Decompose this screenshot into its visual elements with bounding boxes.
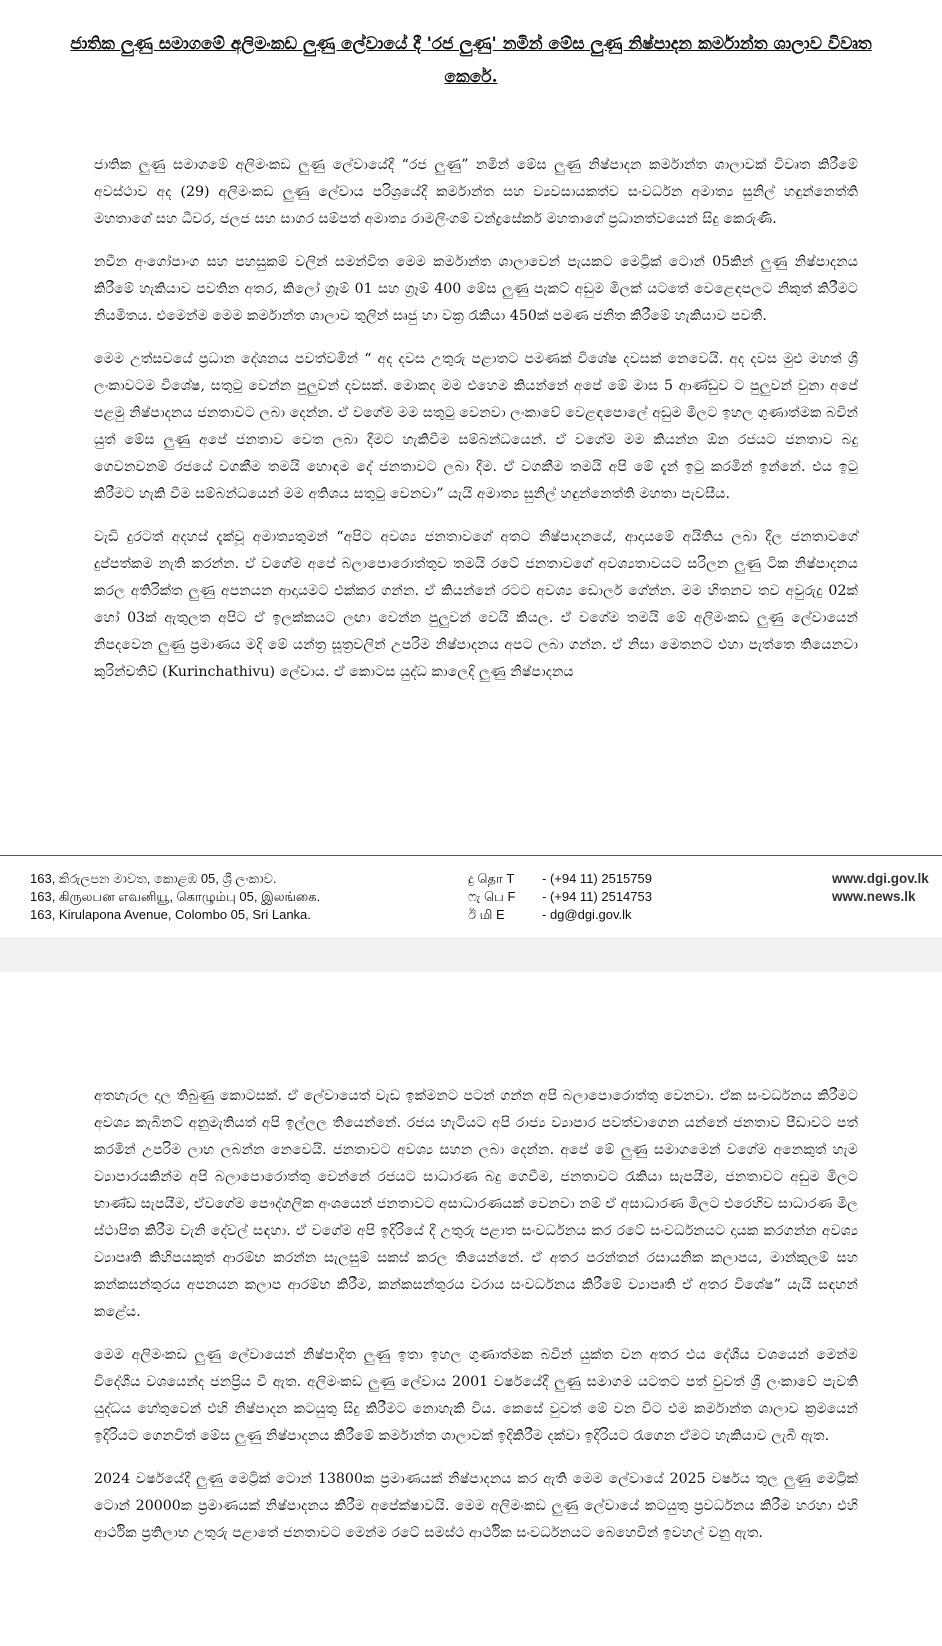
address-english: 163, Kirulapona Avenue, Colombo 05, Sri Lanka.: [30, 907, 311, 922]
paragraph: 2024 වර්ෂයේදී ලුණු මෙට්‍රික් ටොන් 13800ක ප්‍රමාණයක් නිෂ්පාදනය කර ඇති මෙම ලේවායේ 2025 වර්ෂය තුල ලුණු මෙට්‍රික් ටොන් 20000ක ප්‍රමාණයක් නිෂ්පාදනය කිරීම අපේක්ෂාවයි. මෙම අලිමංකඩ ලුණු ලේවායේ කටයුතු ප්‍රවර්ධනය කිරීම හරහා එහි ආර්ථික ප්‍රතිලාභ උතුරු පළාතේ ජනතාවට මෙන්ම රටේ සමස්ථ ආර්ථික සංවර්ධනයට බෙහෙවින් ඉවහල් වනු ඇත.: [94, 1471, 858, 1541]
paragraph: මෙම උත්සවයේ ප්‍රධාන දේශනය පවත්වමින් “ අද දවස උතුරු පළාතට පමණක් විශේෂ දවසක් නෙවෙයි. අද දවස මුළු මහත් ශ්‍රී ලංකාවටම විශේෂ, සතුටු වෙන්න පුලුවන් දවසක්. මොකද මම එහෙම කියන්නේ අපේ මේ මාස 5 ආණ්ඩුව ට පුලුවන් වුනා අපේ පළමු නිෂ්පාදනය ජනතාවට ලබා දෙන්න. ඒ වගේම මම සතුටු වෙනවා ලංකාවේ වෙළඳපොලේ අඩුම මිලට ඉහල ගුණාත්මක බවින් යුත් මේස ලුණු අපේ ජනතාව වෙත ලබා දීමට හැකිවීම සම්බන්ධයෙන්. ඒ වගේම මම කියන්න ඕන රජයට ජනතාව බදු ගෙවනවනම් රජයේ වගකීම තමයි හොඳම දේ ජනතාවට ලබා දීම. ඒ වගකීම තමයි අපි මේ දැන් ඉටු කරමින් ඉන්නේ. එය ඉටු කිරීමට හැකි වීම සම්බන්ධයෙන් මම අතිශය සතුටු වෙනවා” යැයි අමාත්‍ය සුනිල් හඳුන්නෙත්ති මහතා පැවසීය.: [94, 351, 858, 502]
contact-phone-label: දු தொ T: [468, 871, 515, 886]
contact-fax-value: - (+94 11) 2514753: [542, 889, 652, 904]
website-dgi: www.dgi.gov.lk: [832, 871, 929, 886]
page-separator: [0, 938, 942, 973]
page-two-body: [94, 1083, 858, 1563]
contact-phone: [468, 870, 652, 888]
contact-fax: [468, 888, 652, 906]
contact-email-label: ඊ மி E: [468, 907, 505, 922]
address-tamil: 163, கிருலபன எவனியூ, கொழும்பு 05, இலங்கை.: [30, 889, 321, 904]
letterhead-footer: [0, 855, 942, 939]
contact-phone-value: - (+94 11) 2515759: [542, 871, 652, 886]
contact-email: [468, 906, 652, 924]
footer-address: [30, 870, 320, 924]
paragraph: ජාතික ලුණු සමාගමේ අලිමංකඩ ලුණු ලේවායේදී “රජ ලුණු” නමින් මේස ලුණු නිෂ්පාදන කර්මාන්ත ශාලාවක් විවෘත කිරීමේ අවස්ථාව අද (29) අලිමංකඩ ලුණු ලේවාය පරිශ්‍රයේදී කර්මාන්ත සහ ව්‍යවසායකත්ව සංවර්ධන අමාත්‍ය සුනිල් හඳුන්නෙත්ති මහතාගේ සහ ධීවර, ජලජ සහ සාගර සම්පත් අමාත්‍ය රාමලිංගම් චන්ද්‍රසේකර් මහතාගේ ප්‍රධානත්වයෙන් සිදු කෙරුණි.: [94, 157, 858, 227]
address-sinhala: 163, කිරුලපන මාවත, කොළඹ 05, ශ්‍රී ලංකාව.: [30, 871, 277, 886]
footer-websites: [832, 870, 929, 906]
paragraph: මෙම අලිමංකඩ ලුණු ලේවායෙන් නිෂ්පාදිත ලුණු ඉතා ඉහල ගුණාත්මක බවින් යුක්ත වන අතර එය දේශීය වශයෙන් මෙන්ම විදේශීය වශයෙන්ද ජනප්‍රිය වී ඇත. අලිමංකඩ ලුණු ලේවාය 2001 වර්ෂයේදී ලුණු සමාගම යටතට පත් වුවත් ශ්‍රී ලංකාවේ පැවති යුද්ධය හේතුවෙන් එහි නිෂ්පාදන කටයුතු සිදු කිරීමට නොහැකි විය. කෙසේ වුවත් මේ වන විට එම කර්මාන්ත ශාලාව ක්‍රමයෙන් ඉදිරියට ගෙනවිත් මේස ලුණු නිෂ්පාදනය කිරීමේ කර්මාන්ත ශාලාවක් ඉදිකිරීම දක්වා ඉදිරියට රැගෙන ඒමට හැකියාව ලැබී ඇත.: [94, 1347, 858, 1444]
website-news: www.news.lk: [832, 889, 916, 904]
paragraph: වැඩි දුරටත් අදහස් දැක්වූ අමාත්‍යතුමන් “අපිට අවශ්‍ය ජනතාවගේ අතට නිෂ්පාදනයේ, ආදායමේ අයිතිය ලබා දීල ජනතාවගේ දුප්පත්කම නැති කරන්න. ඒ වගේම අපේ බලාපොරොත්තුව තමයි රටේ ජනතාවගේ අවශ්‍යතාවයට සරිලන ලුණු ටික නිෂ්පාදනය කරල අතිරික්ත ලුණු අපනයන ආදායමට එක්කර ගන්න. ඒ කියන්නේ රටට අවශ්‍ය ඩොලර් ගේන්න. මම හිතනව තව අවුරුදු 02ක් හෝ 03ක් ඇතුලත අපිට ඒ ඉලක්කයට ලඟා වෙන්න පුලුවන් වෙයි කියල. ඒ වගේම තමයි මේ අලිමංකඩ ලුණු ලේවායෙන් නිපදවෙන ලුණු ප්‍රමාණය මදි මේ යන්ත්‍ර සූත්‍රවලින් උපරිම නිෂ්පාදනය අපට ලබා ගන්න. ඒ නිසා මෙතනට එහා පැත්තෙ තියෙනවා කුරින්චතිව් (Kurinchathivu) ලේවාය. ඒ කොටස යුද්ධ කාලෙදි ලුණු නිෂ්පාදනය: [94, 529, 858, 680]
paragraph: නවීන අංගෝපාංග සහ පහසුකම් වලින් සමන්විත මෙම කර්මාන්ත ශාලාවෙන් පැයකට මෙට්‍රික් ටොන් 05කින් ලුණු නිෂ්පාදනය කිරීමේ හැකියාව පවතින අතර, කිලෝ ග්‍රෑම් 01 සහ ග්‍රෑම් 400 මේස ලුණු පැකට් අඩුම මිලක් යටතේ වෙළෙඳපලට නිකුත් කිරීමට නියමිතය. එමෙන්ම මෙම කර්මාන්ත ශාලාව තුලින් සෘජු හා වක්‍ර රැකියා 450ක් පමණ ජනිත කිරීමේ හැකියාව පවතී.: [94, 254, 858, 324]
footer-contacts: [468, 870, 652, 924]
contact-fax-label: ෆැ பெ F: [468, 889, 516, 904]
page-one-body: [94, 152, 858, 702]
paragraph: අතහැරල දාල තිබුණු කොටසක්. ඒ ලේවායෙත් වැඩ ඉක්මනට පටන් ගන්න අපි බලාපොරොත්තු වෙනවා. ඒක සංවර්ධනය කිරීමට අවශ්‍ය කැබිනට් අනුමැතියත් අපි ඉල්ලල තියෙන්නේ. රජය හැටියට අපි රාජ්‍ය ව්‍යාපාර පවත්වාගෙන යන්නේ ජනතාව පීඩාවට පත් කරමින් උපරිම ලාභ ලබන්න නෙවෙයි. ජනතාවට අවශ්‍ය සහන ලබා දෙන්න. අපේ මේ ලුණු සමාගමෙන් වගේම අනෙකුත් හැම ව්‍යාපාරයකින්ම අපි බලාපොරොත්තු වෙන්නේ රජයට සාධාරණ බදු ගෙවීම, ජනතාවට රැකියා සැපයීම, ජනතාවට අඩුම මිලට භාණ්ඩ සැපයීම, ඒවගේම පෞද්ගලික අංශයෙන් ජනතාවට අසාධාරණයක් වෙනවා නම් ඒ අසාධාරණ මිලට එරෙහිව සාධාරණ මිල ස්ථාපිත කිරීම වැනි දේවල් සඳහා. ඒ වගේම අපි ඉදිරියේ දී උතුරු පළාත සංවර්ධනය කර රටේ සංවර්ධනයට දායක කරගන්න අවශ්‍ය ව්‍යාපෘති කිහිපයකුත් ආරම්භ කරන්න සැලසුම් සකස් කරල තියෙන්නේ. ඒ අතර පරන්තන් රසායනික කලාපය, මාන්කුලම් සහ කන්කසන්තුරය අපනයන කලාප ආරම්භ කිරීම, කන්කසන්තුරය වරාය සංවර්ධනය කිරීමේ ව්‍යාපෘති ඒ අතර විශේෂ” යැයි සඳහන් කළේය.: [94, 1088, 858, 1320]
contact-email-value: - dg@dgi.gov.lk: [542, 907, 632, 922]
page-title: ජාතික ලුණු සමාගමේ අලිමංකඩ ලුණු ලේවායේ දී 'රජ ලුණු' නමින් මේස ලුණු නිෂ්පාදන කර්මාන්ත ශාලාව විවෘත කෙරේ.: [70, 34, 872, 87]
